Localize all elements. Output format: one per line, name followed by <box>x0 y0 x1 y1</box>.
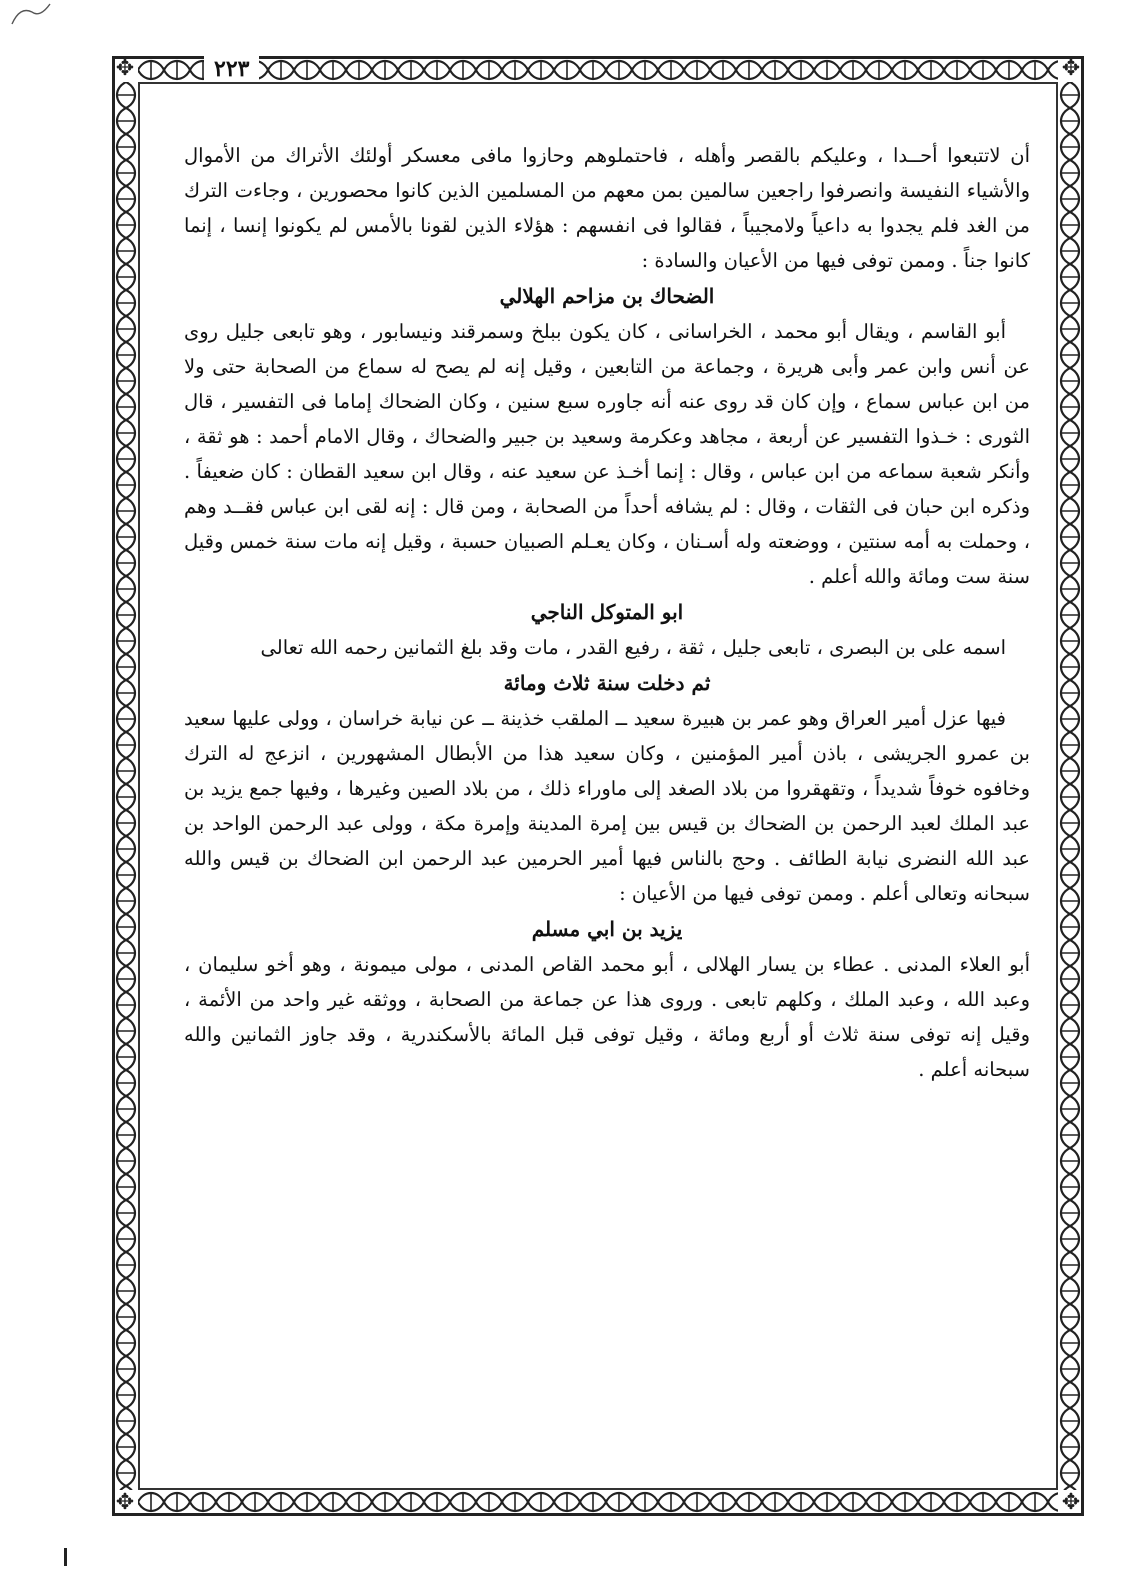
corner-ornament: ✥ <box>115 56 135 81</box>
paragraph: أبو القاسم ، ويقال أبو محمد ، الخراسانى ، كان يكون ببلخ وسمرقند ونيسابور ، وهو تابعى جليل روى عن أنس وابن عمر وأبى هريرة ، وجماعة من التابعين ، وقيل إنه لم يصح له سماع من الصحابة حتى ولا من ابن عباس سماع ، وإن كان قد روى عنه أنه جاوره سبع سنين ، وكان الضحاك إماما فى التفسير ، قال الثورى : خـذوا التفسير عن أربعة ، مجاهد وعكرمة وسعيد بن جبير والضحاك ، وقال الامام أحمد : هو ثقة ، وأنكر شعبة سماعه من ابن عباس ، وقال : إنما أخـذ عن سعيد عنه ، وقال ابن سعيد القطان : كان ضعيفاً . وذكره ابن حبان فى الثقات ، وقال : لم يشافه أحداً من الصحابة ، ومن قال : إنه لقى ابن عباس فقــد وهم ، وحملت به أمه سنتين ، ووضعته وله أسـنان ، وكان يعـلم الصبيان حسبة ، وقيل إنه مات سنة خمس وقيل سنة ست ومائة والله أعلم . <box>184 320 1030 588</box>
scan-mark <box>10 0 70 30</box>
braid-border-right <box>1058 82 1082 1490</box>
paragraph: فيها عزل أمير العراق وهو عمر بن هبيرة سعيد ــ الملقب خذينة ــ عن نيابة خراسان ، وولى عليها سعيد بن عمرو الجريشى ، باذن أمير المؤمنين ، وكان سعيد هذا من الأبطال المشهورين ، انزعج له الترك وخافوه خوفاً شديداً ، وتقهقروا من بلاد الصغد إلى ماوراء ذلك ، من بلاد الصين وغيرها ، وفيها جمع يزيد بن عبد الملك لعبد الرحمن بن الضحاك بن قيس بين إمرة المدينة وإمرة مكة ، وولى عبد الرحمن الواحد بن عبد الله النضرى نيابة الطائف . وحج بالناس فيها أمير الحرمين عبد الرحمن ابن الضحاك بن قيس والله سبحانه وتعالى أعلم . وممن توفى فيها من الأعيان : <box>184 707 1030 905</box>
braid-border-left <box>114 82 138 1490</box>
ornamental-frame <box>112 56 1084 1516</box>
paragraph: أبو العلاء المدنى . عطاء بن يسار الهلالى ، أبو محمد القاص المدنى ، مولى ميمونة ، وهو أخو سليمان ، وعبد الله ، وعبد الملك ، وكلهم تابعى . وروى هذا عن جماعة من الصحابة ، ووثقه غير واحد من الأئمة ، وقيل إنه توفى سنة ثلاث أو أربع ومائة ، وقيل توفى قبل المائة بالأسكندرية ، وقد جاوز الثمانين والله سبحانه أعلم . <box>184 953 1030 1081</box>
corner-ornament: ✥ <box>1061 1490 1081 1515</box>
corner-ornament: ✥ <box>115 1490 135 1515</box>
scan-mark <box>64 1548 67 1566</box>
corner-ornament: ✥ <box>1061 56 1081 81</box>
section-heading: يزيد بن ابي مسلم <box>531 917 683 941</box>
braid-border-top <box>138 58 1058 82</box>
section-heading: الضحاك بن مزاحم الهلالي <box>499 284 715 308</box>
page-text <box>184 138 1030 1456</box>
section-heading: ابو المتوكل الناجي <box>530 600 684 624</box>
paragraph: اسمه على بن البصرى ، تابعى جليل ، ثقة ، رفيع القدر ، مات وقد بلغ الثمانين رحمه الله تعالى <box>260 636 1006 659</box>
year-heading: ثم دخلت سنة ثلاث ومائة <box>503 671 711 695</box>
page-number: ٢٢٣ <box>204 56 259 82</box>
braid-border-bottom <box>138 1490 1058 1514</box>
paragraph: أن لاتتبعوا أحــدا ، وعليكم بالقصر وأهله ، فاحتملوهم وحازوا مافى معسكر أولئك الأتراك من الأموال والأشياء النفيسة وانصرفوا راجعين سالمين بمن معهم من المسلمين الذين كانوا محصورين ، وجاءت الترك من الغد فلم يجدوا به داعياً ولامجيباً ، فقالوا فى انفسهم : هؤلاء الذين لقونا بالأمس لم يكونوا إنسا ، إنما كانوا جناً . وممن توفى فيها من الأعيان والسادة : <box>184 144 1030 272</box>
